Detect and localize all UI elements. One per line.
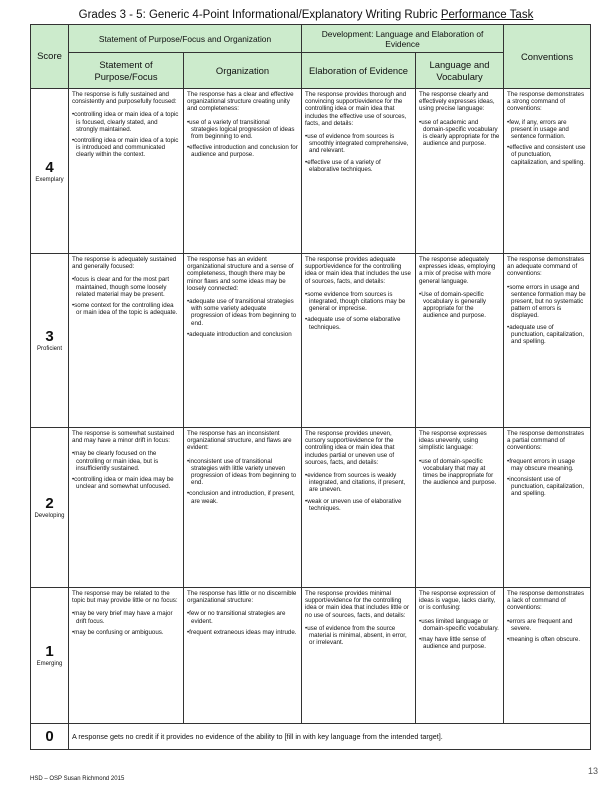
organization-bullet: • inconsistent use of transitional strategies with little variety uneven progression of ideas from beginning to end. [187, 458, 298, 487]
purpose-cell [69, 254, 184, 428]
language-cell [416, 254, 504, 428]
language-cell [416, 89, 504, 254]
score-level-label: Proficient [36, 346, 62, 352]
elaboration-intro-text: The response provides uneven, cursory support/evidence for the controlling idea or main idea that includes partial or uneven use of sources, facts, and details: [305, 430, 395, 466]
organization-bullet: • conclusion and introduction, if present, are weak. [187, 490, 298, 504]
language-bullet: • use of domain-specific vocabulary that may at times be inappropriate for the audience and purpose. [419, 458, 500, 487]
elaboration-intro-text: The response provides minimal support/evidence for the controlling idea or main idea that includes little or no use of sources, facts, and details: [305, 590, 409, 619]
score-cell [31, 89, 69, 254]
score-cell [31, 724, 69, 750]
organization-header: Organization [184, 53, 302, 89]
purpose-cell [69, 428, 184, 588]
elaboration-bullet: • adequate use of some elaborative techniques. [305, 316, 412, 330]
purpose-bullet: • controlling idea or main idea of a topic is focused, clearly stated, and strongly maintained. [72, 111, 180, 133]
language-intro-text: The response clearly and effectively expresses ideas, using precise language: [419, 91, 495, 113]
elaboration-cell [302, 588, 416, 724]
footer-credit: HSD – OSP Susan Richmond 2015 [30, 776, 125, 782]
organization-bullet: • adequate use of transitional strategies with some variety adequate progression of ideas from beginning to end. [187, 298, 298, 327]
score-level-label: Developing [34, 513, 65, 519]
elaboration-intro-text: The response provides thorough and convincing support/evidence for the controlling idea or main idea that includes the effective use of sources, facts, and details: [305, 91, 407, 127]
elaboration-bullet: • effective use of a variety of elaborative techniques. [305, 159, 412, 173]
rubric-row-score-0 [31, 724, 591, 750]
organization-cell [184, 588, 302, 724]
language-header: Language and Vocabulary [416, 53, 504, 89]
language-intro-text: The response expression of ideas is vague, lacks clarity, or is confusing: [419, 590, 496, 612]
organization-intro-text: The response has an evident organizational structure and a sense of completeness, though there may be minor flaws and some ideas may be loosely connected: [187, 256, 294, 292]
purpose-cell [69, 89, 184, 254]
elaboration-header: Elaboration of Evidence [302, 53, 416, 89]
conventions-cell [504, 588, 591, 724]
score-number: 3 [45, 328, 54, 345]
organization-bullet: • use of a variety of transitional strategies logical progression of ideas from beginning to end. [187, 119, 298, 141]
development-group-header: Development: Language and Elaboration of Evidence [302, 25, 504, 53]
conventions-intro-text: The response demonstrates a lack of command of conventions: [507, 590, 585, 612]
purpose-organization-group-header: Statement of Purpose/Focus and Organization [69, 25, 302, 53]
conventions-intro-text: The response demonstrates a partial command of conventions: [507, 430, 585, 452]
score-number: 0 [45, 727, 54, 745]
conventions-bullet: • effective and consistent use of punctuation, capitalization, and spelling. [507, 144, 587, 166]
purpose-bullet: • may be confusing or ambiguous. [72, 629, 180, 636]
score-level-label: Emerging [36, 661, 63, 667]
conventions-bullet: • some errors in usage and sentence formation may be present, but no systematic pattern of errors is displayed. [507, 284, 587, 320]
purpose-cell [69, 588, 184, 724]
purpose-intro-text: The response is adequately sustained and generally focused: [72, 256, 177, 271]
conventions-header: Conventions [504, 25, 591, 89]
organization-bullet: • frequent extraneous ideas may intrude. [187, 629, 298, 636]
purpose-bullet: • some context for the controlling idea or main idea of the topic is adequate. [72, 302, 180, 316]
rubric-table [30, 24, 591, 750]
elaboration-bullet: • use of evidence from the source material is minimal, absent, in error, or irrelevant. [305, 625, 412, 647]
score-header-label: Score [37, 50, 62, 62]
language-bullet: • use of academic and domain-specific vocabulary is clearly appropriate for the audience and purpose. [419, 119, 500, 148]
page-title [0, 9, 612, 21]
organization-cell [184, 89, 302, 254]
organization-cell [184, 254, 302, 428]
purpose-bullet: • controlling idea or main idea may be unclear and somewhat unfocused. [72, 476, 180, 490]
elaboration-bullet: • weak or uneven use of elaborative techniques. [305, 498, 412, 512]
no-credit-description: A response gets no credit if it provides no evidence of the ability to [fill in with key language from the intended target]. [69, 724, 591, 750]
organization-cell [184, 428, 302, 588]
conventions-intro-text: The response demonstrates a strong command of conventions: [507, 91, 585, 113]
language-bullet: • Use of domain-specific vocabulary is generally appropriate for the audience and purpose. [419, 291, 500, 320]
purpose-header: Statement of Purpose/Focus [69, 53, 184, 89]
rubric-row-score-4 [31, 89, 591, 254]
purpose-intro-text: The response is fully sustained and consistently and purposefully focused: [72, 91, 177, 106]
organization-bullet: • adequate introduction and conclusion [187, 331, 298, 338]
conventions-bullet: • meaning is often obscure. [507, 636, 587, 643]
elaboration-bullet: • some evidence from sources is integrated, though citations may be general or imprecise. [305, 291, 412, 313]
score-number: 4 [45, 158, 54, 176]
elaboration-bullet: • evidence from sources is weakly integrated, and citations, if present, are uneven. [305, 472, 412, 494]
conventions-intro-text: The response demonstrates an adequate command of conventions: [507, 256, 585, 278]
elaboration-cell [302, 89, 416, 254]
elaboration-bullet: • use of evidence from sources is smoothly integrated comprehensive, and relevant. [305, 133, 412, 155]
conventions-bullet: • few, if any, errors are present in usage and sentence formation. [507, 119, 587, 141]
language-cell [416, 588, 504, 724]
conventions-cell [504, 254, 591, 428]
score-cell [31, 588, 69, 724]
elaboration-cell [302, 254, 416, 428]
purpose-bullet: • focus is clear and for the most part maintained, though some loosely related material may be present. [72, 276, 180, 298]
title-main: Grades 3 - 5: Generic 4-Point Informational/Explanatory Writing Rubric [78, 9, 441, 21]
title-underlined: Performance Task [440, 9, 534, 21]
score-cell [31, 428, 69, 588]
elaboration-cell [302, 428, 416, 588]
score-cell [31, 254, 69, 428]
purpose-bullet: • may be very brief may have a major drift focus. [72, 610, 180, 624]
score-number: 1 [45, 643, 54, 660]
purpose-intro-text: The response is somewhat sustained and may have a minor drift in focus: [72, 430, 175, 445]
rubric-row-score-3 [31, 254, 591, 428]
conventions-bullet: • adequate use of punctuation, capitalization, and spelling. [507, 324, 587, 346]
conventions-bullet: • errors are frequent and severe. [507, 618, 587, 632]
purpose-bullet: • may be clearly focused on the controlling or main idea, but is insufficiently sustained. [72, 450, 180, 472]
elaboration-intro-text: The response provides adequate support/evidence for the controlling idea or main idea that includes the use of sources, facts, and details: [305, 256, 411, 285]
purpose-bullet: • controlling idea or main idea of a topic is introduced and communicated clearly within the context. [72, 137, 180, 159]
organization-bullet: • effective introduction and conclusion for audience and purpose. [187, 144, 298, 158]
language-cell [416, 428, 504, 588]
organization-bullet: • few or no transitional strategies are evident. [187, 610, 298, 624]
rubric-row-score-1 [31, 588, 591, 724]
conventions-bullet: • inconsistent use of punctuation, capitalization, and spelling. [507, 476, 587, 498]
conventions-cell [504, 428, 591, 588]
organization-intro-text: The response has an inconsistent organizational structure, and flaws are evident: [187, 430, 292, 452]
score-level-label: Exemplary [35, 176, 64, 183]
page-number: 13 [587, 766, 598, 776]
organization-intro-text: The response has little or no discernible organizational structure: [187, 590, 297, 605]
conventions-cell [504, 89, 591, 254]
language-intro-text: The response expresses ideas unevenly, using simplistic language: [419, 430, 487, 452]
organization-intro-text: The response has a clear and effective organizational structure creating unity and completeness: [187, 91, 294, 113]
rubric-row-score-2 [31, 428, 591, 588]
language-bullet: • may have little sense of audience and purpose. [419, 636, 500, 650]
language-bullet: • uses limited language or domain-specific vocabulary. [419, 618, 500, 632]
score-number: 2 [45, 495, 54, 512]
language-intro-text: The response adequately expresses ideas, employing a mix of precise with more general language. [419, 256, 496, 285]
conventions-bullet: • frequent errors in usage may obscure meaning. [507, 458, 587, 472]
score-header [31, 25, 69, 89]
purpose-intro-text: The response may be related to the topic but may provide little or no focus: [72, 590, 178, 605]
